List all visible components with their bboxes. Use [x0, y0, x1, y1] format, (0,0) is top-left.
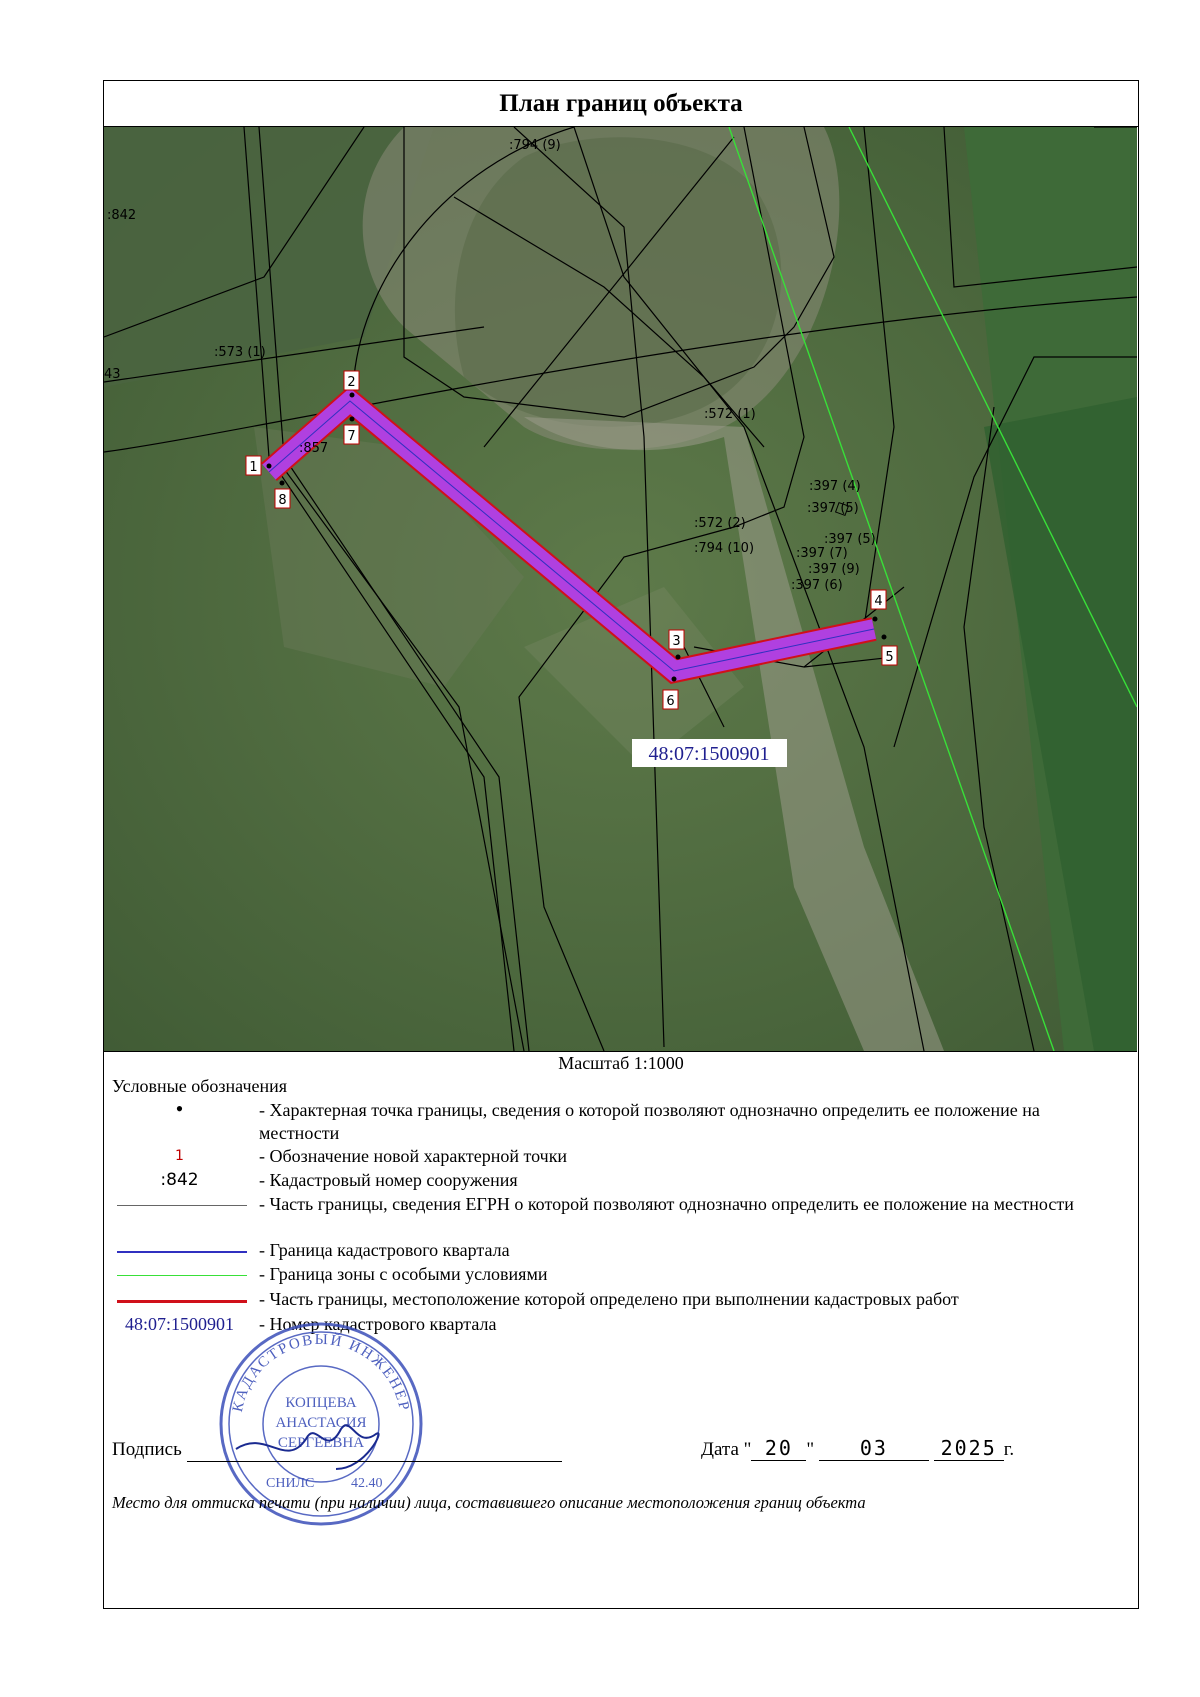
- legend-heading: Условные обозначения: [112, 1076, 288, 1096]
- stamp-number: 42.40: [351, 1476, 383, 1491]
- legend-text: - Номер кадастрового квартала: [259, 1314, 497, 1334]
- legend-point-number-symbol: 1: [175, 1148, 184, 1164]
- map-label: :794 (10): [694, 541, 755, 556]
- legend-text: - Кадастровый номер сооружения: [259, 1170, 518, 1190]
- signature-row: [112, 1436, 1122, 1462]
- legend-line-blue: [117, 1251, 247, 1253]
- map-label: :572 (1): [704, 407, 756, 422]
- signature-label: Подпись: [112, 1439, 182, 1460]
- legend-text: - Часть границы, местоположение которой определено при выполнении кадастровых работ: [259, 1289, 959, 1309]
- legend-text: - Граница кадастрового квартала: [259, 1240, 510, 1260]
- legend-quarter-symbol: 48:07:1500901: [124, 1314, 234, 1334]
- map-label: :573 (1): [214, 345, 266, 360]
- legend-line-green: [117, 1275, 247, 1276]
- legend-text: - Обозначение новой характерной точки: [259, 1146, 568, 1166]
- point-label-4: 4: [874, 594, 883, 609]
- date-year-suffix: г.: [1003, 1439, 1015, 1460]
- legend-text: - Характерная точка границы, сведения о которой позволяют однозначно определить ее положение на местности: [259, 1100, 1040, 1143]
- point-label-3: 3: [672, 634, 681, 649]
- map-label: :794 (9): [509, 138, 561, 153]
- point-label-8: 8: [278, 493, 287, 508]
- stamp-place-note: Место для оттиска печати (при наличии) лица, составившего описание местоположения границ объекта: [112, 1493, 866, 1512]
- map-label: :397 (7): [796, 546, 848, 561]
- quarter-number: 48:07:1500901: [648, 743, 770, 765]
- roundabout-island: [455, 137, 781, 426]
- point-label-1: 1: [249, 460, 258, 475]
- legend-line-black: [117, 1205, 247, 1206]
- point-label-7: 7: [347, 429, 356, 444]
- stamp-bottom: СНИЛС: [266, 1476, 315, 1491]
- legend-dot-symbol: •: [175, 1096, 184, 1121]
- page-title: План границ объекта: [104, 81, 1138, 127]
- point-label-2: 2: [347, 375, 356, 390]
- date-day: 20: [751, 1436, 806, 1461]
- map-label: :397 (5): [807, 501, 859, 516]
- legend-cadastral-symbol: :842: [160, 1170, 199, 1190]
- stamp-outer-text: КАДАСТРОВЫЙ ИНЖЕНЕР: [229, 1331, 413, 1414]
- map-label: :397 (9): [808, 562, 860, 577]
- legend-text: - Часть границы, сведения ЕГРН о которой позволяют однозначно определить ее положение на местности: [259, 1194, 1074, 1214]
- map-label: 43: [104, 367, 121, 382]
- map-label: :397 (5): [824, 532, 876, 547]
- map-plan: [104, 127, 1137, 1052]
- stamp-line2: АНАСТАСИЯ: [275, 1415, 367, 1431]
- stamp-line1: КОПЦЕВА: [285, 1395, 357, 1411]
- legend-line-red: [117, 1300, 247, 1303]
- map-scale: Масштаб 1:1000: [558, 1053, 684, 1073]
- map-label: :842: [107, 208, 137, 223]
- document-frame: [103, 80, 1139, 1609]
- point-label-6: 6: [666, 694, 675, 709]
- date-quote: ": [806, 1439, 815, 1460]
- signature-line: [187, 1439, 562, 1462]
- stamp-line3: СЕРГЕЕВНА: [277, 1435, 365, 1451]
- point-label-5: 5: [885, 650, 894, 665]
- map-label: :397 (6): [791, 578, 843, 593]
- date-year: 2025: [934, 1436, 1004, 1461]
- date-month: 03: [819, 1436, 929, 1461]
- map-label: :572 (2): [694, 516, 746, 531]
- map-label: :397 (4): [809, 479, 861, 494]
- date-label: Дата ": [701, 1439, 752, 1460]
- map-label: :857: [299, 441, 329, 456]
- legend-text: - Граница зоны с особыми условиями: [259, 1264, 548, 1284]
- map-svg: [104, 127, 1137, 1051]
